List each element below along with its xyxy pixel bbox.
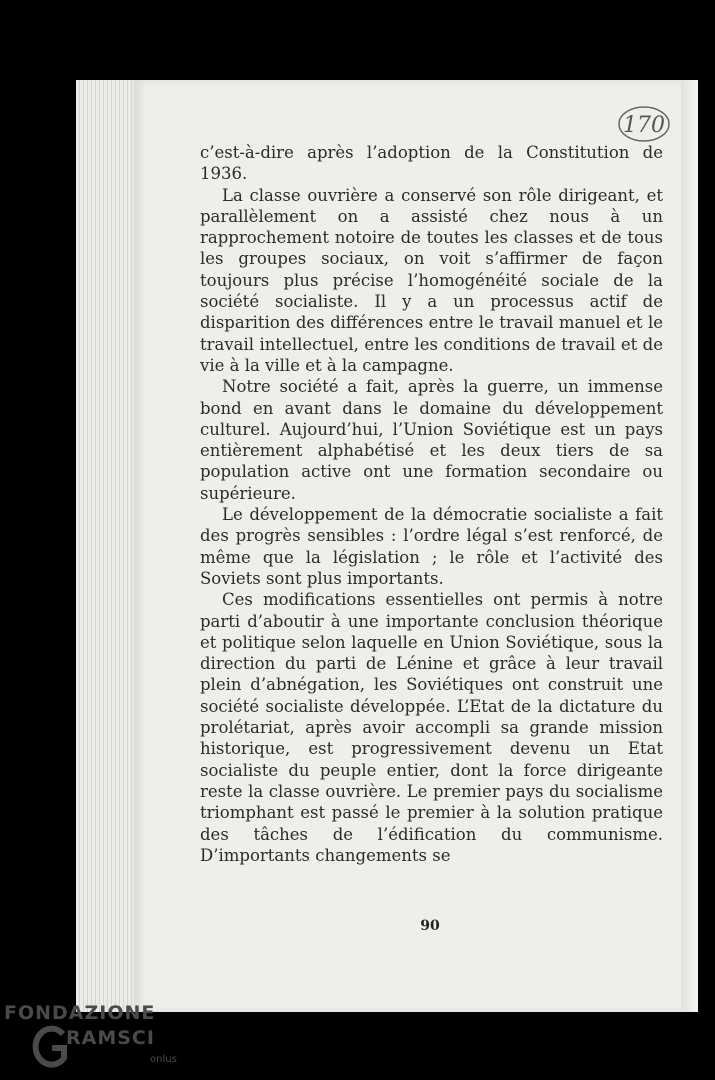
page-number: 90 — [420, 918, 440, 934]
paragraph-4: Le développement de la démocratie socialiste a fait des progrès sensibles : l’ordre légal s’est renforcé, de même que la législation ; le rôle et l’activité des Soviets sont plus importants. — [200, 505, 663, 588]
watermark-line1: FONDAZIONE — [4, 1002, 156, 1024]
handwritten-circle-icon — [616, 104, 672, 144]
handwritten-number: 170 — [623, 113, 665, 138]
watermark-line3: onlus — [150, 1054, 177, 1065]
paragraph-5: Ces modifications essentielles ont permis à notre parti d’aboutir à une importante conclusion théorique et politique selon laquelle en Union Soviétique, sous la direction du parti de Lénine et grâce à leur travail plein d’abnégation, les Soviétiques ont construit une société socialiste développée. L’Etat de la dictature du prolétariat, après avoir accompli sa grande mission historique, est progressivement devenu un Etat socialiste du peuple entier, dont la force dirigeante reste la classe ouvrière. Le premier pays du socialisme triomphant est passé le premier à la solution pratique des tâches de l’édification du communisme. D’importants changements se — [200, 590, 663, 865]
paragraph-3: Notre société a fait, après la guerre, un immense bond en avant dans le domaine du développement culturel. Aujourd’hui, l’Union Soviétique est un pays entièrement alphabétisé et les deux tiers de sa population active ont une formation secondaire ou supérieure. — [200, 377, 663, 503]
handwritten-annotation — [616, 104, 672, 144]
watermark-line2: RAMSCI — [66, 1027, 155, 1049]
fondazione-gramsci-watermark — [4, 1000, 184, 1080]
paragraph-1: c’est-à-dire après l’adoption de la Constitution de 1936. — [200, 143, 663, 184]
page-edge — [681, 80, 698, 1012]
body-text — [200, 142, 663, 866]
paragraph-2: La classe ouvrière a conservé son rôle dirigeant, et parallèlement on a assisté chez nous à un rapprochement notoire de toutes les classes et de tous les groupes sociaux, on voit s’affirmer de façon toujours plus précise l’homogénéité sociale de la société socialiste. Il y a un processus actif de disparition des différences entre le travail manuel et le travail intellectuel, entre les conditions de travail et de vie à la ville et à la campagne. — [200, 185, 663, 375]
page-stack — [76, 80, 136, 1012]
gramsci-g-logo-icon — [30, 1020, 70, 1074]
